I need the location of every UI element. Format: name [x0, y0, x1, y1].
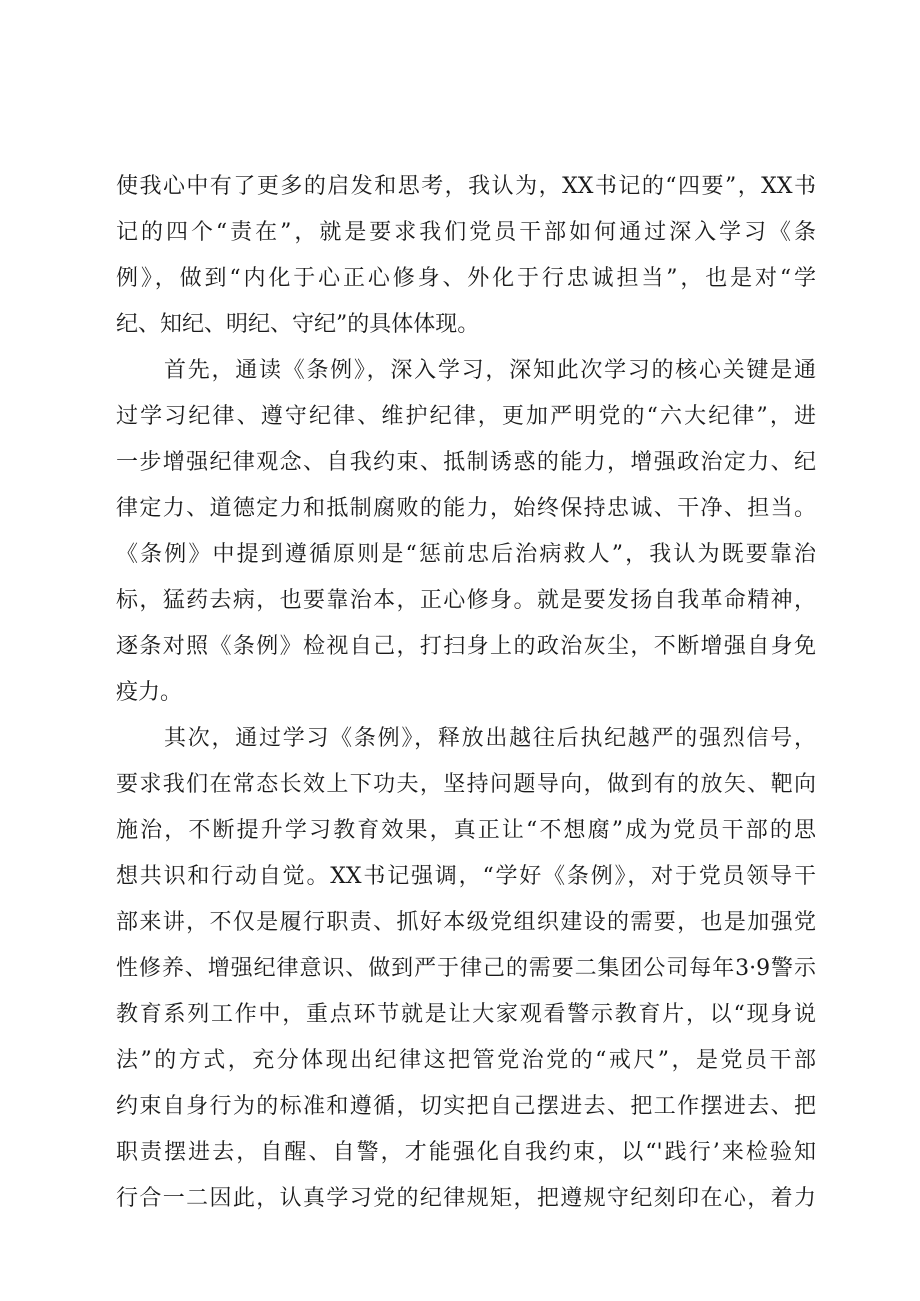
paragraph-3-line-11: 行合一二因此，认真学习党的纪律规矩，把遵规守纪刻印在心，着力: [116, 1186, 816, 1211]
paragraph-3-line-2: 要求我们在常态长效上下功夫，坚持问题导向，做到有的放矢、靶向: [116, 772, 816, 797]
paragraph-1-line-2: 记的四个“责在”，就是要求我们党员干部如何通过深入学习《条: [116, 220, 816, 245]
paragraph-3-line-10: 职责摆进去，自醒、自警，才能强化自我约束，以“'践行’来检验知: [116, 1140, 816, 1165]
paragraph-3-line-7: 教育系列工作中，重点环节就是让大家观看警示教育片，以“现身说: [116, 1002, 816, 1027]
paragraph-1-line-4: 纪、知纪、明纪、守纪”的具体体现。: [116, 312, 480, 337]
paragraph-3-line-4: 想共识和行动自觉。XX书记强调，“学好《条例》，对于党员领导干: [116, 864, 816, 889]
paragraph-1-line-3: 例》，做到“内化于心正心修身、外化于行忠诚担当”，也是对“学: [116, 266, 816, 291]
paragraph-2-line-4: 律定力、道德定力和抵制腐败的能力，始终保持忠诚、干净、担当。: [116, 496, 816, 521]
paragraph-3-line-6: 性修养、增强纪律意识、做到严于律己的需要二集团公司每年3·9警示: [116, 956, 816, 981]
paragraph-2-line-1: 首先，通读《条例》，深入学习，深知此次学习的核心关键是通: [164, 358, 816, 383]
paragraph-2-line-2: 过学习纪律、遵守纪律、维护纪律，更加严明党的“六大纪律”，进: [116, 404, 816, 429]
paragraph-3-line-1: 其次，通过学习《条例》，释放出越往后执纪越严的强烈信号，: [164, 726, 816, 751]
paragraph-2-line-5: 《条例》中提到遵循原则是“惩前忠后治病救人”，我认为既要靠治: [116, 542, 816, 567]
paragraph-2-line-8: 疫力。: [116, 680, 183, 705]
paragraph-3-line-3: 施治，不断提升学习教育效果，真正让“不想腐”成为党员干部的思: [116, 818, 816, 843]
paragraph-3-line-5: 部来讲，不仅是履行职责、抓好本级党组织建设的需要，也是加强党: [116, 910, 816, 935]
paragraph-2-line-6: 标，猛药去病，也要靠治本，正心修身。就是要发扬自我革命精神，: [116, 588, 816, 613]
document-body: [116, 164, 816, 1222]
paragraph-3-line-9: 约束自身行为的标准和遵循，切实把自己摆进去、把工作摆进去、把: [116, 1094, 816, 1119]
paragraph-2-line-3: 一步增强纪律观念、自我约束、抵制诱惑的能力，增强政治定力、纪: [116, 450, 816, 475]
paragraph-1-line-1: 使我心中有了更多的启发和思考，我认为，XX书记的“四要”，XX书: [116, 174, 816, 199]
paragraph-3-line-8: 法”的方式，充分体现出纪律这把管党治党的“戒尺”，是党员干部: [116, 1048, 816, 1073]
paragraph-2-line-7: 逐条对照《条例》检视自己，打扫身上的政治灰尘，不断增强自身免: [116, 634, 816, 659]
